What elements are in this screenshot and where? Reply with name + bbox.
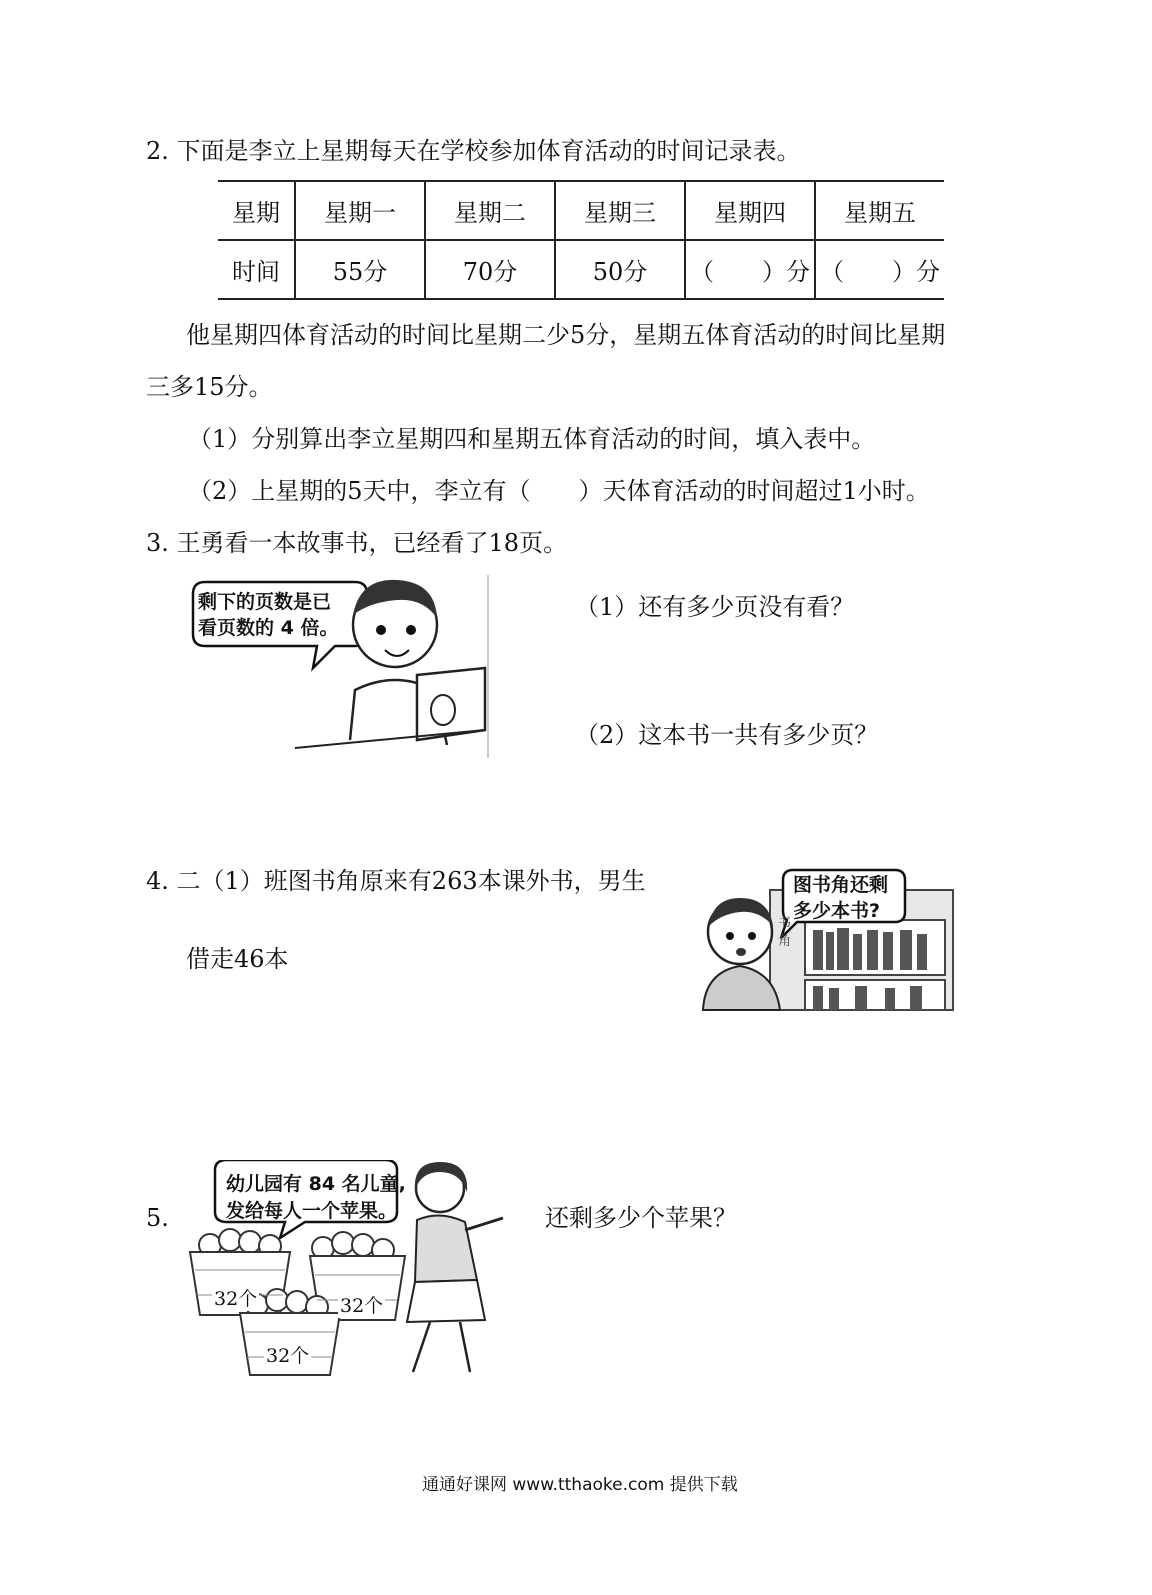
table-cell: 星期一 [295, 181, 425, 240]
blank-thursday[interactable]: （ ）分 [685, 240, 815, 299]
q2-desc-line1: 他星期四体育活动的时间比星期二少5分，星期五体育活动的时间比星期 [186, 321, 946, 349]
table-cell: 星期二 [425, 181, 555, 240]
q2-desc-line2: 三多15分。 [146, 373, 273, 401]
table-cell: 星期三 [555, 181, 685, 240]
q4-bubble-line1: 图书角还剩 [793, 874, 889, 896]
q4-bubble-line2: 多少本书? [793, 900, 881, 922]
shelf-label: 书角 [778, 916, 792, 949]
q3-bubble-line2: 看页数的 4 倍。 [198, 617, 339, 639]
table-cell: 星期 [218, 181, 295, 240]
q5-question: 还剩多少个苹果？ [545, 1204, 737, 1232]
q5-number: 5. [146, 1204, 169, 1232]
activity-time-table [218, 180, 944, 300]
table-cell: 55分 [295, 240, 425, 299]
table-cell: 星期五 [815, 181, 944, 240]
basket-label-right: 32个 [338, 1291, 385, 1318]
q5-bubble-line1: 幼儿园有 84 名儿童, [226, 1173, 406, 1195]
table-cell: 时间 [218, 240, 295, 299]
q4-line2: 借走46本 [186, 945, 289, 973]
q3-sub2: （2）这本书一共有多少页？ [575, 721, 879, 749]
basket-label-front: 32个 [264, 1341, 311, 1368]
q3-sub1: （1）还有多少页没有看？ [575, 593, 855, 621]
q4-title: 4. 二（1）班图书角原来有263本课外书，男生 [146, 867, 646, 895]
basket-label-left: 32个 [212, 1284, 259, 1311]
footer-credit: 通通好课网 www.tthaoke.com 提供下载 [422, 1475, 738, 1495]
q2-sub1: （1）分别算出李立星期四和星期五体育活动的时间，填入表中。 [188, 425, 876, 453]
table-cell: 70分 [425, 240, 555, 299]
table-row [218, 240, 944, 299]
q3-title: 3. 王勇看一本故事书，已经看了18页。 [146, 529, 568, 557]
table-cell: 50分 [555, 240, 685, 299]
blank-friday[interactable]: （ ）分 [815, 240, 944, 299]
q2-sub2: （2）上星期的5天中，李立有（ ）天体育活动的时间超过1小时。 [188, 477, 930, 505]
q2-title: 2. 下面是李立上星期每天在学校参加体育活动的时间记录表。 [146, 137, 801, 165]
table-header-row [218, 181, 944, 240]
q3-bubble-line1: 剩下的页数是已 [198, 591, 332, 613]
table-cell: 星期四 [685, 181, 815, 240]
q5-bubble-line2: 发给每人一个苹果。 [226, 1200, 398, 1222]
